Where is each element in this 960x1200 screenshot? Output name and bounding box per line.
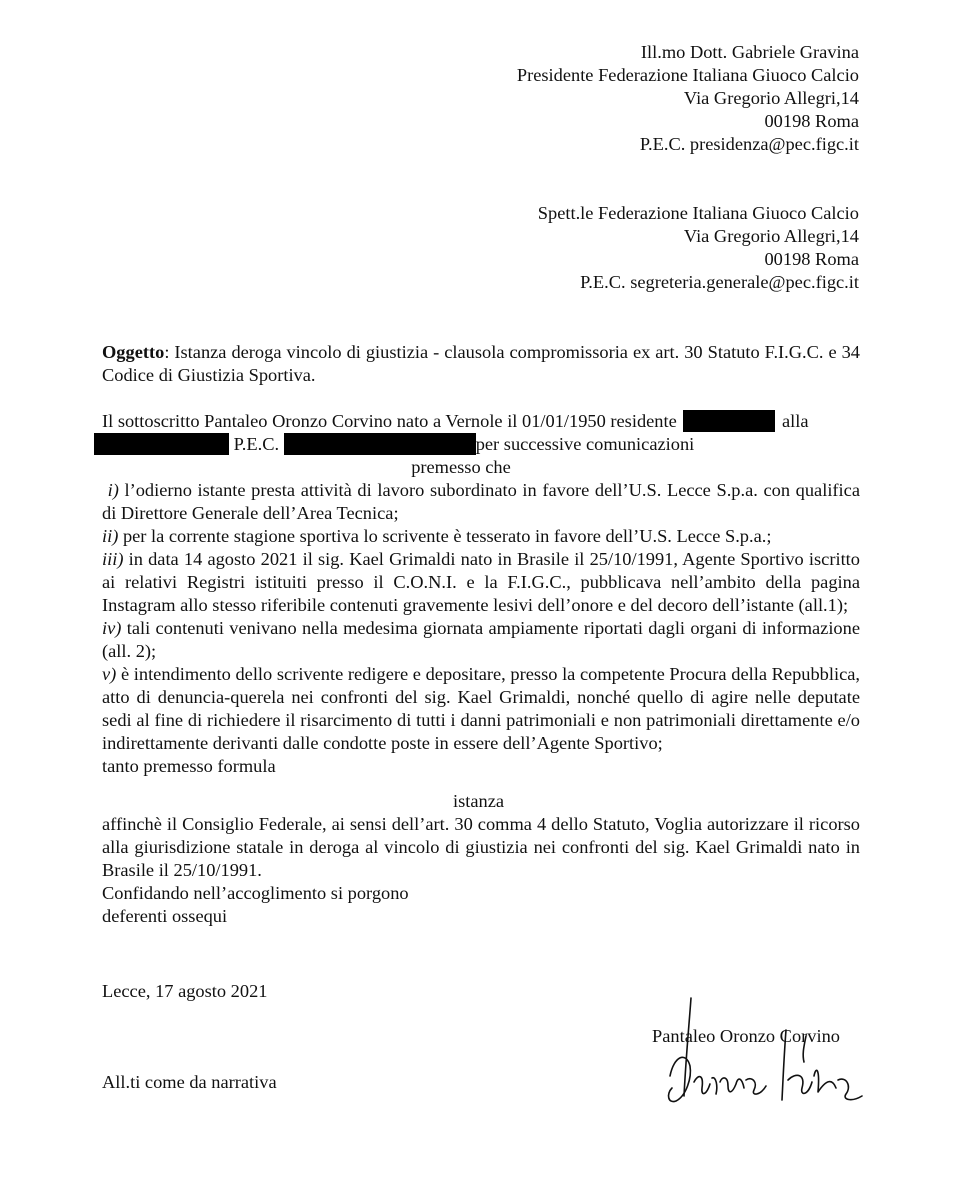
recipient-address-federation (538, 202, 859, 294)
recipient-line: P.E.C. segreteria.generale@pec.figc.it (580, 272, 859, 292)
recipient-line: Ill.mo Dott. Gabriele Gravina (640, 42, 859, 62)
handwritten-signature (656, 996, 866, 1126)
item-number: iv) (102, 618, 122, 638)
redacted-box (94, 433, 229, 455)
intro-text-4: per successive comunicazioni (475, 434, 695, 454)
list-item (102, 663, 860, 755)
intro-text-2: alla (782, 411, 809, 431)
recipient-line: Via Gregorio Allegri,14 (683, 226, 859, 246)
item-number: v) (102, 664, 117, 684)
redacted-box (284, 433, 476, 455)
redacted-box (683, 410, 775, 432)
recipient-line: 00198 Roma (764, 249, 859, 269)
item-text: in data 14 agosto 2021 il sig. Kael Grimaldi nato in Brasile il 25/10/1991, Agente Sportivo iscritto ai relativi Registri istituiti presso il C.O.N.I. e la F.I.G.C., pubblicava nell’ambito della pagina Instagram allo stesso riferibile contenuti gravemente lesivi dell’onore e del decoro dell’istante (all.1); (102, 549, 860, 615)
signatory-name: Pantaleo Oronzo Corvino (652, 1026, 840, 1046)
item-text: l’odierno istante presta attività di lavoro subordinato in favore dell’U.S. Lecce S.p.a. con qualifica di Direttore Generale dell’Area Tecnica; (102, 480, 860, 523)
item-text: tali contenuti venivano nella medesima giornata ampiamente riportati dagli organi di informazione (all. 2); (102, 618, 860, 661)
attachments-note: All.ti come da narrativa (102, 1072, 277, 1092)
recipient-line: 00198 Roma (764, 111, 859, 131)
subject-text: : Istanza deroga vincolo di giustizia - clausola compromissoria ex art. 30 Statuto F.I.G.C. e 34 Codice di Giustizia Sportiva. (102, 342, 860, 385)
istanza-heading: istanza (452, 791, 505, 811)
recipient-line: Via Gregorio Allegri,14 (683, 88, 859, 108)
list-item (102, 479, 860, 525)
list-item (102, 525, 860, 548)
recipient-line: Presidente Federazione Italiana Giuoco Calcio (516, 65, 859, 85)
tanto-premesso: tanto premesso formula (102, 756, 276, 776)
subject-label: Oggetto (102, 342, 165, 362)
closing-line: deferenti ossequi (102, 906, 228, 926)
intro-paragraph (102, 410, 860, 456)
recipient-line: Spett.le Federazione Italiana Giuoco Calcio (537, 203, 859, 223)
premesso-heading: premesso che (411, 457, 511, 477)
closing-line: Confidando nell’accoglimento si porgono (102, 883, 409, 903)
recipient-address-president (517, 41, 859, 156)
item-number: i) (107, 480, 119, 500)
subject-line (102, 341, 860, 387)
intro-text-3: P.E.C. (233, 434, 280, 454)
item-text: è intendimento dello scrivente redigere e depositare, presso la competente Procura della Repubblica, atto di denuncia-querela nei confronti del sig. Kael Grimaldi, nonché quello di agire nelle deputate sedi al fine di richiedere il risarcimento di tutti i danni patrimoniali e non patrimoniali direttamente e/o indirettamente derivanti dalle condotte poste in essere dell’Agente Sportivo; (102, 664, 860, 753)
intro-text-1: Il sottoscritto Pantaleo Oronzo Corvino nato a Vernole il 01/01/1950 residente (102, 411, 677, 431)
item-text: per la corrente stagione sportiva lo scrivente è tesserato in favore dell’U.S. Lecce S.p.a.; (118, 526, 772, 546)
request-paragraph: affinchè il Consiglio Federale, ai sensi dell’art. 30 comma 4 dello Statuto, Voglia autorizzare il ricorso alla giurisdizione statale in deroga al vincolo di giustizia nei confronti del sig. Kael Grimaldi nato in Brasile il 25/10/1991. (102, 814, 860, 880)
list-item (102, 617, 860, 663)
list-item (102, 548, 860, 617)
recipient-line: P.E.C. presidenza@pec.figc.it (639, 134, 859, 154)
item-number: ii) (102, 526, 119, 546)
item-number: iii) (102, 549, 124, 569)
place-date: Lecce, 17 agosto 2021 (102, 981, 268, 1001)
letter-body (102, 341, 860, 928)
